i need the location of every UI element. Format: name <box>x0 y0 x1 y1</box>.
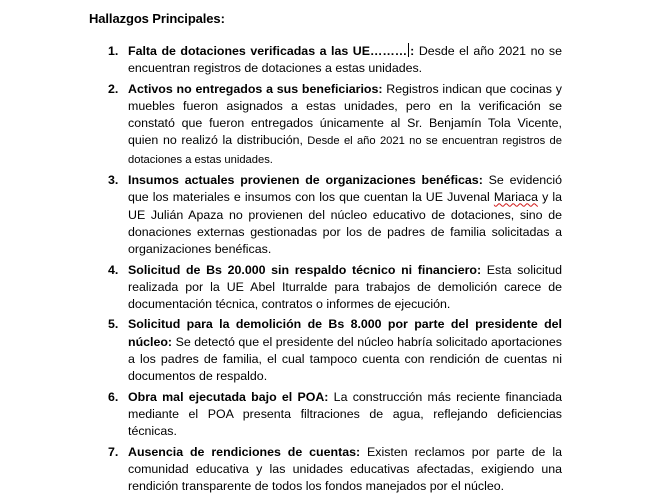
finding-body: Registros indican que cocinas y muebles fueron asignados a estas unidades, pero en la verificación se constató que fueron entregados únicamente al Sr. Benjamín Tola Vicente, quien no realizó la distribución, <box>128 81 562 148</box>
finding-item <box>108 262 562 314</box>
finding-body: Existen reclamos por parte de la comunidad educativa y las unidades educativas afectadas, exigiendo una rendición transparente de todos los fondos manejados por el núcleo. <box>128 444 562 494</box>
finding-body-continued: y la UE Julián Apaza no provienen del núcleo educativo de dotaciones, sino de donaciones externas gestionadas por los de padres de familia solicitadas a organizaciones benéficas. <box>128 190 562 257</box>
findings-list <box>108 43 562 498</box>
text-cursor <box>408 43 409 57</box>
finding-body-pasted: Desde el año 2021 no se encuentran registros de dotaciones a estas unidades. <box>128 135 562 166</box>
finding-title: Insumos actuales provienen de organizaciones benéficas: <box>128 173 483 188</box>
finding-title: Obra mal ejecutada bajo el POA: <box>128 389 329 404</box>
finding-item <box>108 81 562 169</box>
finding-item <box>108 316 562 385</box>
finding-number: 6. <box>108 389 119 404</box>
finding-body: La construcción más reciente financiada mediante el POA presenta filtraciones de agua, reflejando deficiencias técnicas. <box>128 389 562 439</box>
finding-number: 3. <box>108 173 119 188</box>
finding-number: 5. <box>108 317 119 332</box>
finding-body: Esta solicitud realizada por la UE Abel Iturralde para trabajos de demolición carece de documentación técnica, contratos o informes de ejecución. <box>128 262 562 312</box>
finding-item <box>108 172 562 258</box>
finding-item <box>108 444 562 496</box>
finding-title-separator: : <box>410 44 415 58</box>
finding-number: 4. <box>108 262 119 277</box>
finding-body: Se evidenció que los materiales e insumos con los que cuentan la UE Juvenal <box>128 173 562 205</box>
finding-body: Desde el año 2021 no se encuentran registros de dotaciones a estas unidades. <box>128 44 562 76</box>
finding-item <box>108 389 562 441</box>
finding-title: Solicitud para la demolición de Bs 8.000 por parte del presidente del núcleo: <box>128 317 562 349</box>
finding-item <box>108 43 562 78</box>
finding-title: Solicitud de Bs 20.000 sin respaldo técnico ni financiero: <box>128 262 482 277</box>
section-heading: Hallazgos Principales: <box>89 11 225 26</box>
finding-title: Activos no entregados a sus beneficiarios: <box>128 81 383 96</box>
finding-number: 1. <box>108 44 119 58</box>
finding-title: Falta de dotaciones verificadas a las UE……… <box>128 44 408 58</box>
finding-title: Ausencia de rendiciones de cuentas: <box>128 444 361 459</box>
finding-number: 7. <box>108 444 119 459</box>
finding-body: Se detectó que el presidente del núcleo habría solicitado aportaciones a los padres de familia, el cual tampoco cuenta con rendición de cuentas ni documentos de respaldo. <box>128 334 562 384</box>
spellcheck-flagged-word[interactable]: Mariaca <box>493 190 538 205</box>
finding-number: 2. <box>108 81 119 96</box>
